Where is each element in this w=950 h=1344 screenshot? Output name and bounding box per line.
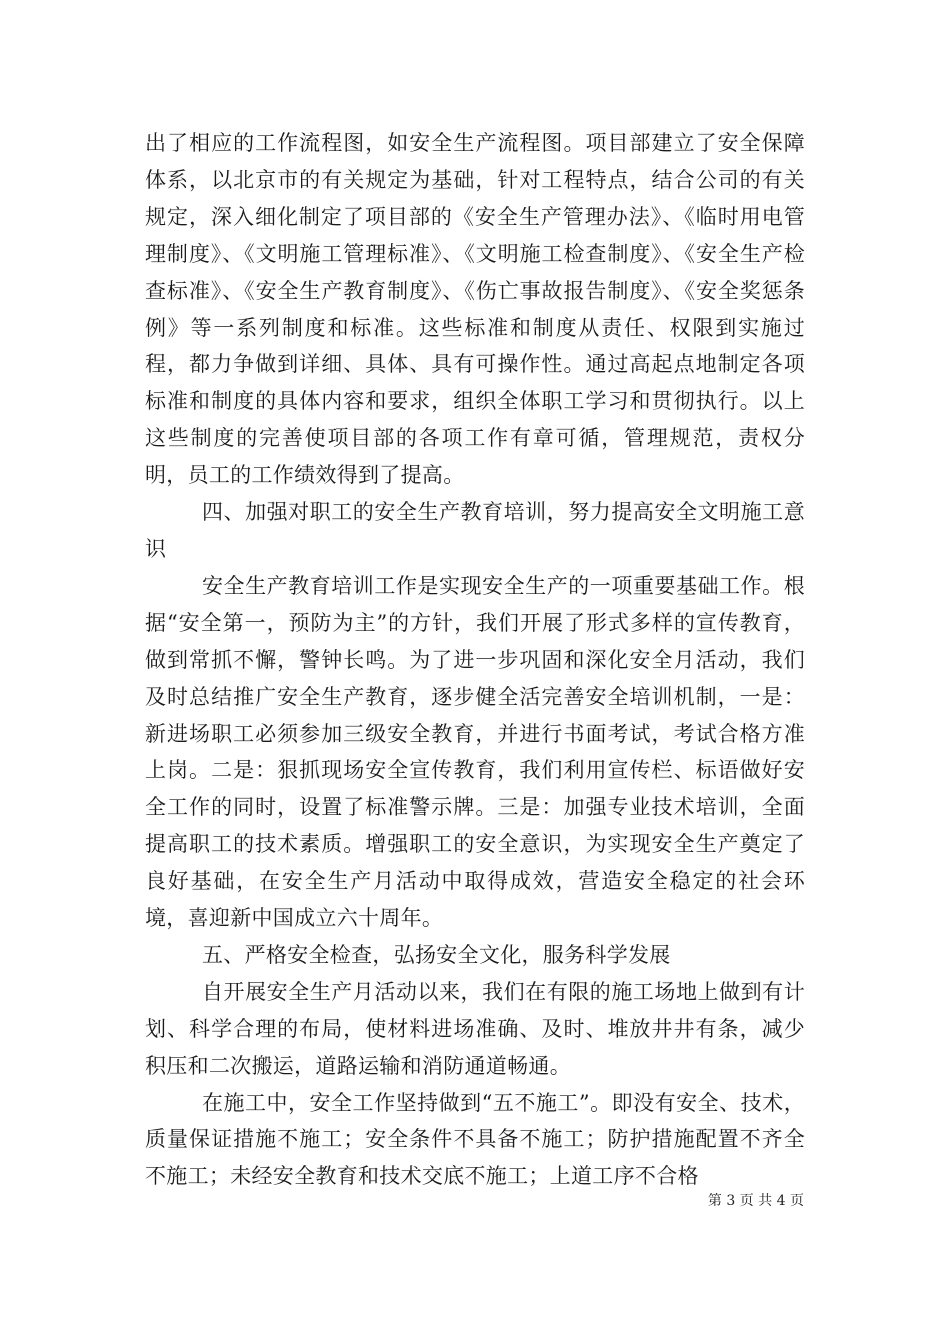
paragraph-continued: 出了相应的工作流程图，如安全生产流程图。项目部建立了安全保障体系，以北京市的有关规定为基础，针对工程特点，结合公司的有关规定，深入细化制定了项目部的《安全生产管理办法》、《临时用电管理制度》、《文明施工管理标准》、《文明施工检查制度》、《安全生产检查标准》、《安全生产教育制度》、《伤亡事故报告制度》、《安全奖惩条例》等一系列制度和标准。这些标准和制度从责任、权限到实施过程，都力争做到详细、具体、具有可操作性。通过高起点地制定各项标准和制度的具体内容和要求，组织全体职工学习和贯彻执行。以上这些制度的完善使项目部的各项工作有章可循，管理规范，责权分明，员工的工作绩效得到了提高。 [145, 131, 805, 488]
document-body [145, 125, 805, 1195]
section-heading-4: 四、加强对职工的安全生产教育培训，努力提高安全文明施工意识 [145, 500, 805, 561]
paragraph-site-layout: 自开展安全生产月活动以来，我们在有限的施工场地上做到有计划、科学合理的布局，使材料进场准确、及时、堆放井井有条，减少积压和二次搬运，道路运输和消防通道畅通。 [145, 979, 805, 1078]
paragraph-five-no-construction: 在施工中，安全工作坚持做到“五不施工”。即没有安全、技术，质量保证措施不施工；安全条件不具备不施工；防护措施配置不齐全不施工；未经安全教育和技术交底不施工；上道工序不合格 [145, 1090, 805, 1189]
paragraph-safety-training: 安全生产教育培训工作是实现安全生产的一项重要基础工作。根据“安全第一，预防为主”的方针，我们开展了形式多样的宣传教育，做到常抓不懈，警钟长鸣。为了进一步巩固和深化安全月活动，我们及时总结推广安全生产教育，逐步健全活完善安全培训机制，一是：新进场职工必须参加三级安全教育，并进行书面考试，考试合格方准上岗。二是：狠抓现场安全宣传教育，我们利用宣传栏、标语做好安全工作的同时，设置了标准警示牌。三是：加强专业技术培训，全面提高职工的技术素质。增强职工的安全意识，为实现安全生产奠定了良好基础，在安全生产月活动中取得成效，营造安全稳定的社会环境，喜迎新中国成立六十周年。 [145, 573, 805, 931]
section-heading-5: 五、严格安全检查，弘扬安全文化，服务科学发展 [202, 942, 671, 967]
page-number-footer: 第 3 页 共 4 页 [707, 1193, 804, 1209]
